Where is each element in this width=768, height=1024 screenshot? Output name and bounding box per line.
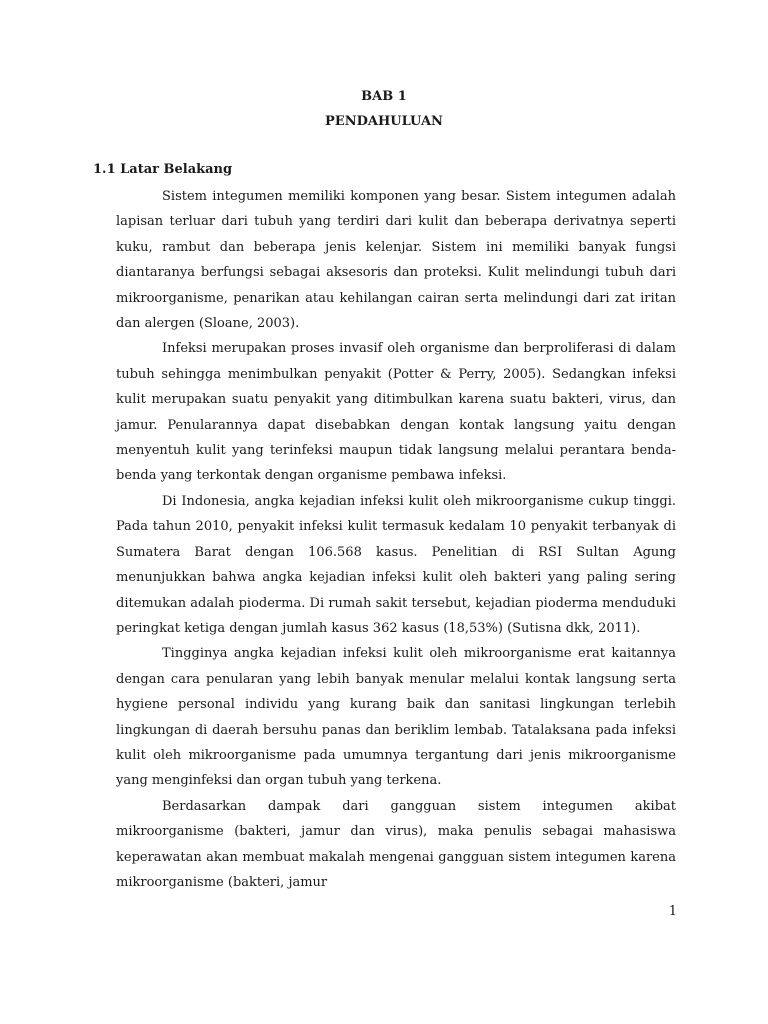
paragraph: Sistem integumen memiliki komponen yang besar. Sistem integumen adalah lapisan terluar dari tubuh yang terdiri dari kulit dan beberapa derivatnya seperti kuku, rambut dan beberapa jenis kelenjar. Sistem ini memiliki banyak fungsi diantaranya berfungsi sebagai aksesoris dan proteksi. Kulit melindungi tubuh dari mikroorganisme, penarikan atau kehilangan cairan serta melindungi dari zat iritan dan alergen (Sloane, 2003).	[116, 189, 676, 332]
paragraph: Infeksi merupakan proses invasif oleh organisme dan berproliferasi di dalam tubuh sehingga menimbulkan penyakit (Potter & Perry, 2005). Sedangkan infeksi kulit merupakan suatu penyakit yang ditimbulkan karena suatu bakteri, virus, dan jamur. Penularannya dapat disebabkan dengan kontak langsung yaitu dengan menyentuh kulit yang terinfeksi maupun tidak langsung melalui perantara benda-benda yang terkontak dengan organisme pembawa infeksi.	[116, 341, 676, 484]
chapter-title: PENDAHULUAN	[325, 114, 443, 129]
body-text	[116, 184, 676, 895]
section-heading: 1.1 Latar Belakang	[93, 162, 233, 177]
paragraph: Tingginya angka kejadian infeksi kulit oleh mikroorganisme erat kaitannya dengan cara penularan yang lebih banyak menular melalui kontak langsung serta hygiene personal individu yang kurang baik dan sanitasi lingkungan terlebih lingkungan di daerah bersuhu panas dan beriklim lembab. Tatalaksana pada infeksi kulit oleh mikroorganisme pada umumnya tergantung dari jenis mikroorganisme yang menginfeksi dan organ tubuh yang terkena.	[116, 646, 676, 789]
paragraph: Di Indonesia, angka kejadian infeksi kulit oleh mikroorganisme cukup tinggi. Pada tahun 2010, penyakit infeksi kulit termasuk kedalam 10 penyakit terbanyak di Sumatera Barat dengan 106.568 kasus. Penelitian di RSI Sultan Agung menunjukkan bahwa angka kejadian infeksi kulit oleh bakteri yang paling sering ditemukan adalah pioderma. Di rumah sakit tersebut, kejadian pioderma menduduki peringkat ketiga dengan jumlah kasus 362 kasus (18,53%) (Sutisna dkk, 2011).	[116, 493, 676, 636]
chapter-label: BAB 1	[361, 89, 407, 104]
paragraph: Berdasarkan dampak dari gangguan sistem integumen akibat mikroorganisme (bakteri, jamur dan virus), maka penulis sebagai mahasiswa keperawatan akan membuat makalah mengenai gangguan sistem integumen karena mikroorganisme (bakteri, jamur	[116, 798, 676, 890]
page-number: 1	[668, 904, 677, 919]
